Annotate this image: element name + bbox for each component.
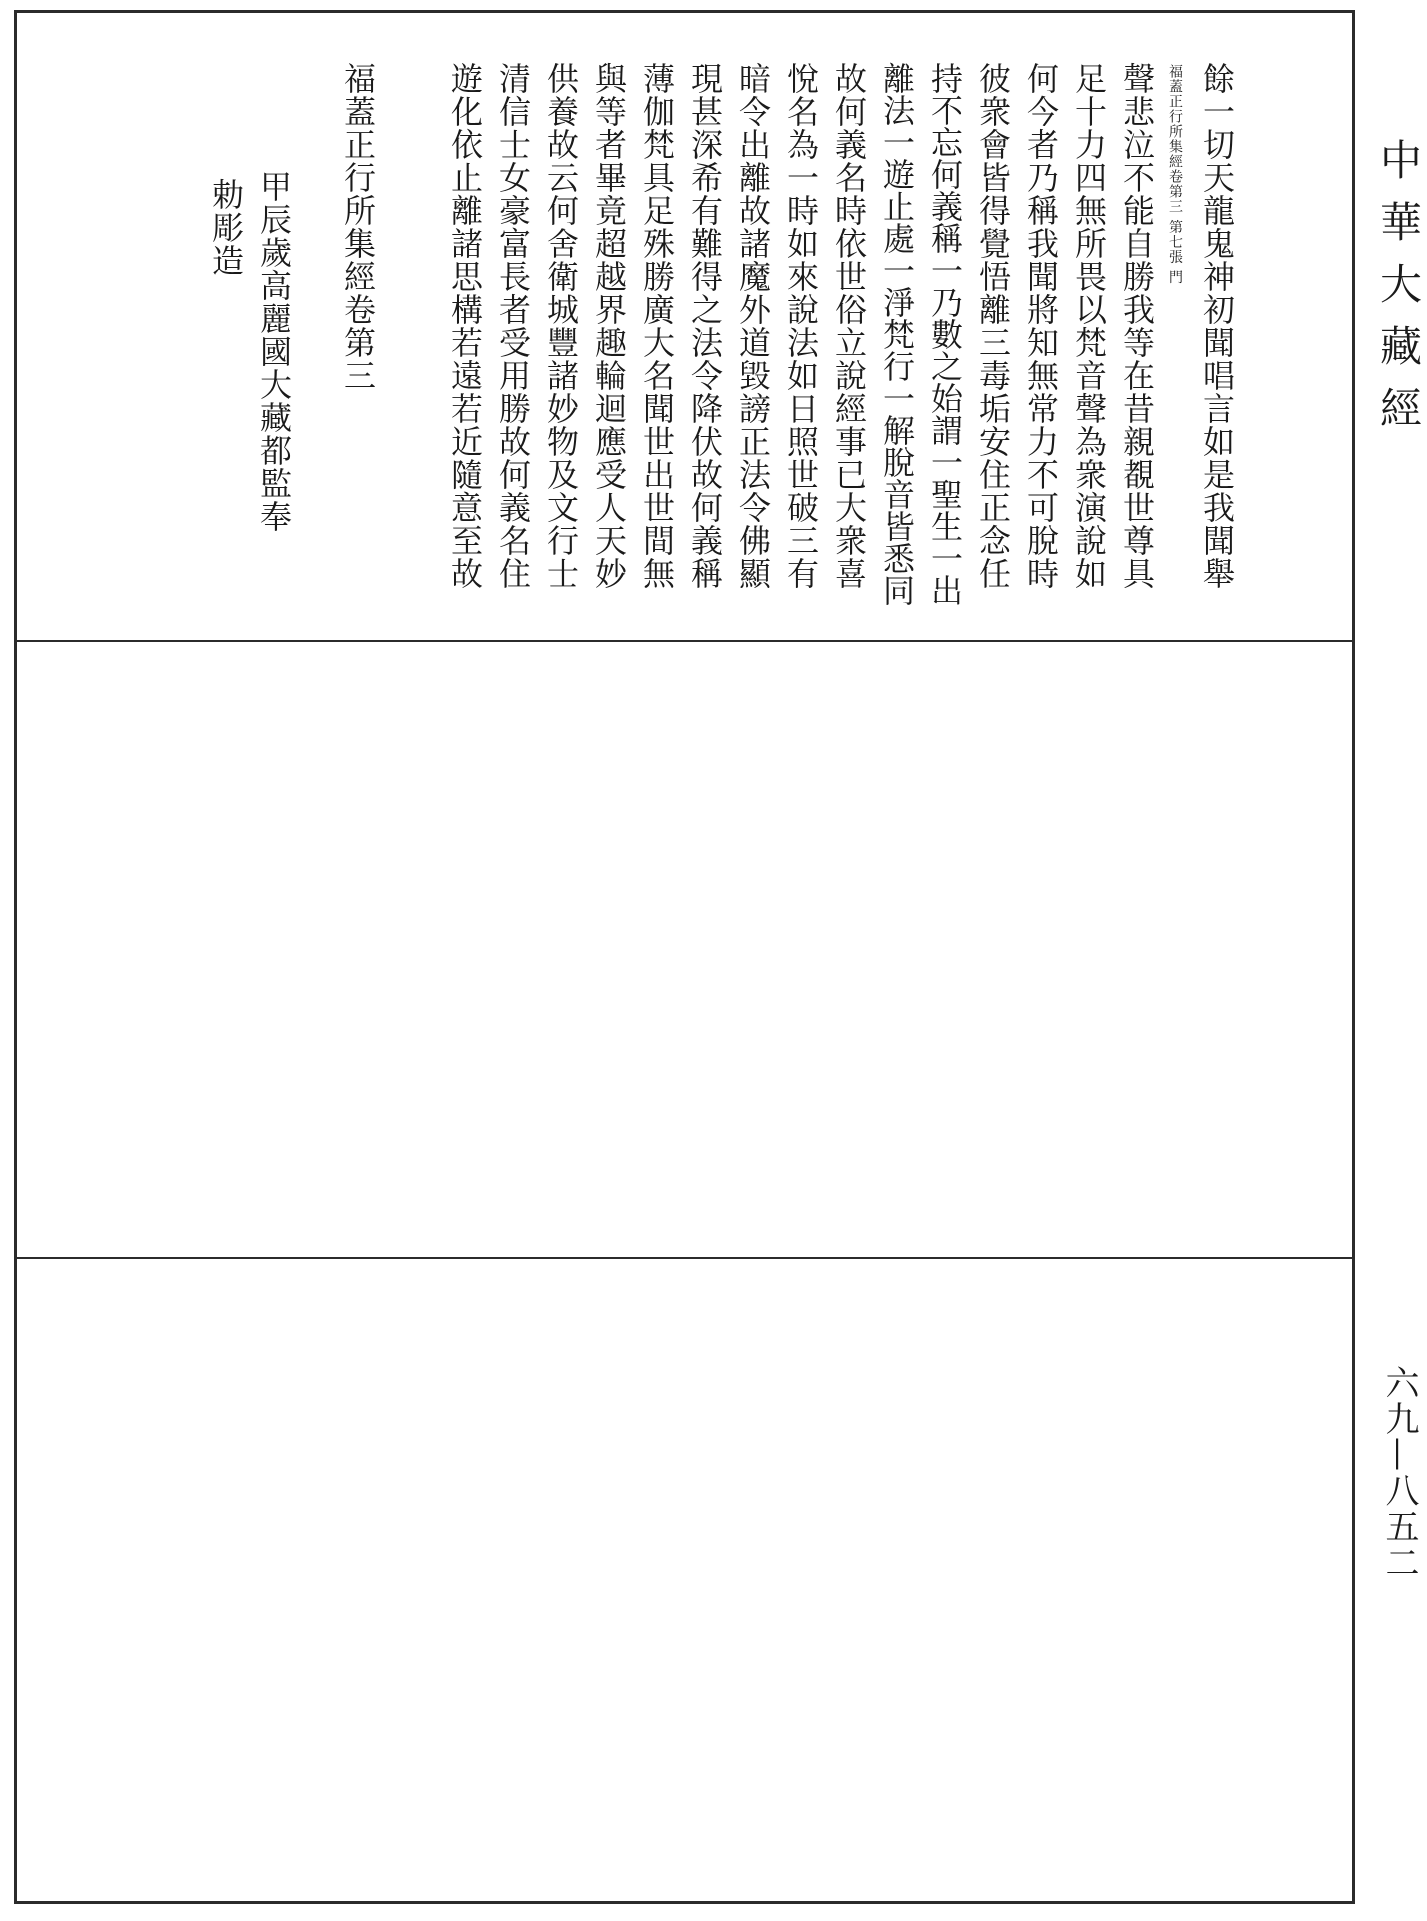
text-column: 彼衆會皆得覺悟離三毒垢安住正念任 (974, 62, 1012, 590)
text-column: 薄伽梵具足殊勝廣大名聞世出世間無 (638, 62, 676, 590)
colophon-edict: 甲辰歲高麗國大藏都監奉 (255, 170, 293, 533)
text-column: 與等者畢竟超越界趣輪迴應受人天妙 (590, 62, 628, 590)
text-column: 故何義名時依世俗立說經事已大衆喜 (830, 62, 868, 590)
page-number: 六九—八五二 (1379, 1365, 1419, 1581)
text-column: 足十力四無所畏以梵音聲為衆演說如 (1070, 62, 1108, 590)
text-column: 遊化依止離諸思構若遠若近隨意至故 (446, 62, 484, 590)
text-column: 暗令出離故諸魔外道毀謗正法令佛顯 (734, 62, 772, 590)
text-column: 現甚深希有難得之法令降伏故何義稱 (686, 62, 724, 590)
collection-title: 中華大藏經 (1374, 138, 1423, 448)
text-column: 何今者乃稱我聞將知無常力不可脫時 (1022, 62, 1060, 590)
text-column: 餘一切天龍鬼神初聞唱言如是我聞舉 (1198, 62, 1236, 590)
text-column: 清信士女豪富長者受用勝故何義名住 (494, 62, 532, 590)
text-column: 離法一遊止處一淨梵行一解脫音皆悉同 (878, 62, 916, 606)
colophon-volume-end: 福蓋正行所集經卷第三 (339, 62, 377, 392)
header-note: 福蓋正行所集經卷第三 第七張 門 (1167, 64, 1183, 285)
text-column: 持不忘何義稱一乃數之始謂一聖生一出 (926, 62, 964, 606)
colophon-carved: 勅彫造 (207, 178, 245, 277)
text-column: 聲悲泣不能自勝我等在昔親覩世尊具 (1118, 62, 1156, 590)
text-column: 供養故云何舍衛城豐諸妙物及文行士 (542, 62, 580, 590)
text-column: 悅名為一時如來說法如日照世破三有 (782, 62, 820, 590)
